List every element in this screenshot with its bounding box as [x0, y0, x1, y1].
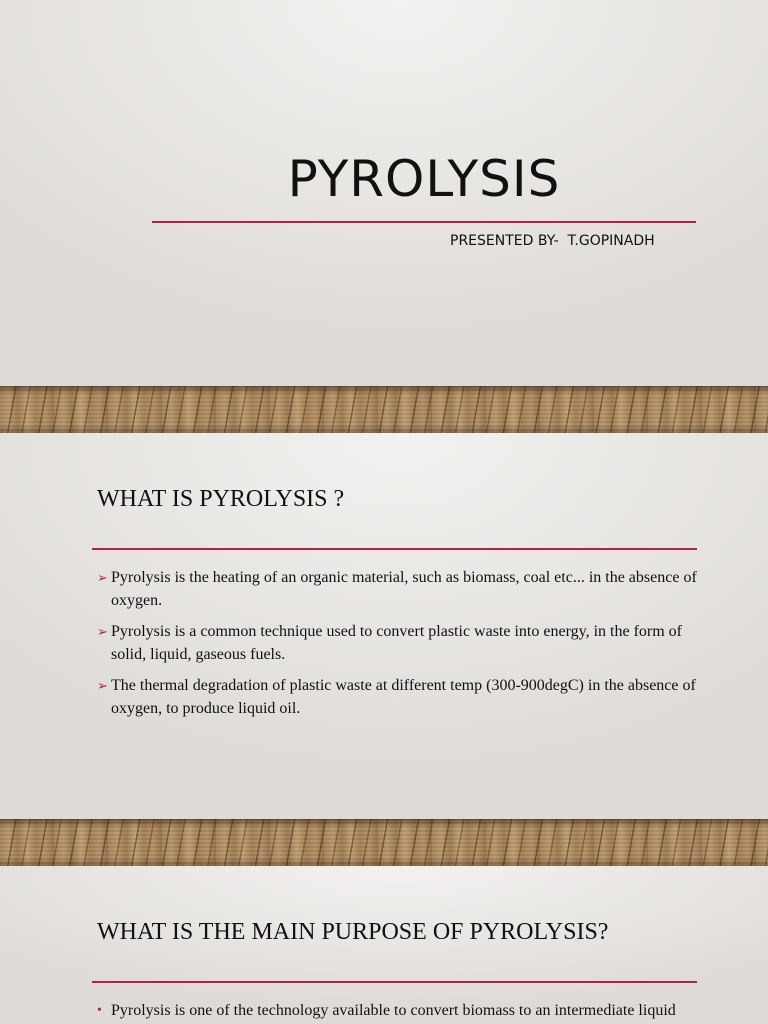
arrowhead-bullet-icon: ➢	[97, 570, 108, 585]
list-item	[97, 674, 697, 720]
heading-divider	[92, 981, 697, 983]
slide-main-purpose	[0, 866, 768, 1024]
dot-bullet-icon: •	[97, 1003, 102, 1018]
arrowhead-bullet-icon: ➢	[97, 678, 108, 693]
list-item	[97, 999, 697, 1022]
presenter-label: PRESENTED BY- T.GOPINADH	[450, 233, 655, 249]
slide-heading: WHAT IS THE MAIN PURPOSE OF PYROLYSIS?	[97, 919, 609, 945]
bullet-text: Pyrolysis is a common technique used to convert plastic waste into energy, in the form of solid, liquid, gaseous fuels.	[111, 623, 682, 663]
slide-what-is-pyrolysis	[0, 433, 768, 819]
slide-title	[0, 0, 768, 386]
bullet-text: Pyrolysis is one of the technology available to convert biomass to an intermediate liquid	[111, 1002, 676, 1019]
bullet-list	[97, 999, 697, 1024]
wood-floor-band	[0, 819, 768, 866]
heading-divider	[92, 548, 697, 550]
slide-title-heading: PYROLYSIS	[287, 150, 561, 208]
wood-floor-band	[0, 386, 768, 433]
bullet-text: The thermal degradation of plastic waste at different temp (300-900degC) in the absence of oxygen, to produce liquid oil.	[111, 677, 696, 717]
list-item	[97, 566, 697, 612]
slide-heading: WHAT IS PYROLYSIS ?	[97, 486, 345, 512]
bullet-list	[97, 566, 697, 728]
list-item	[97, 620, 697, 666]
title-divider	[152, 221, 696, 223]
bullet-text: Pyrolysis is the heating of an organic material, such as biomass, coal etc... in the absence of oxygen.	[111, 569, 697, 609]
arrowhead-bullet-icon: ➢	[97, 624, 108, 639]
